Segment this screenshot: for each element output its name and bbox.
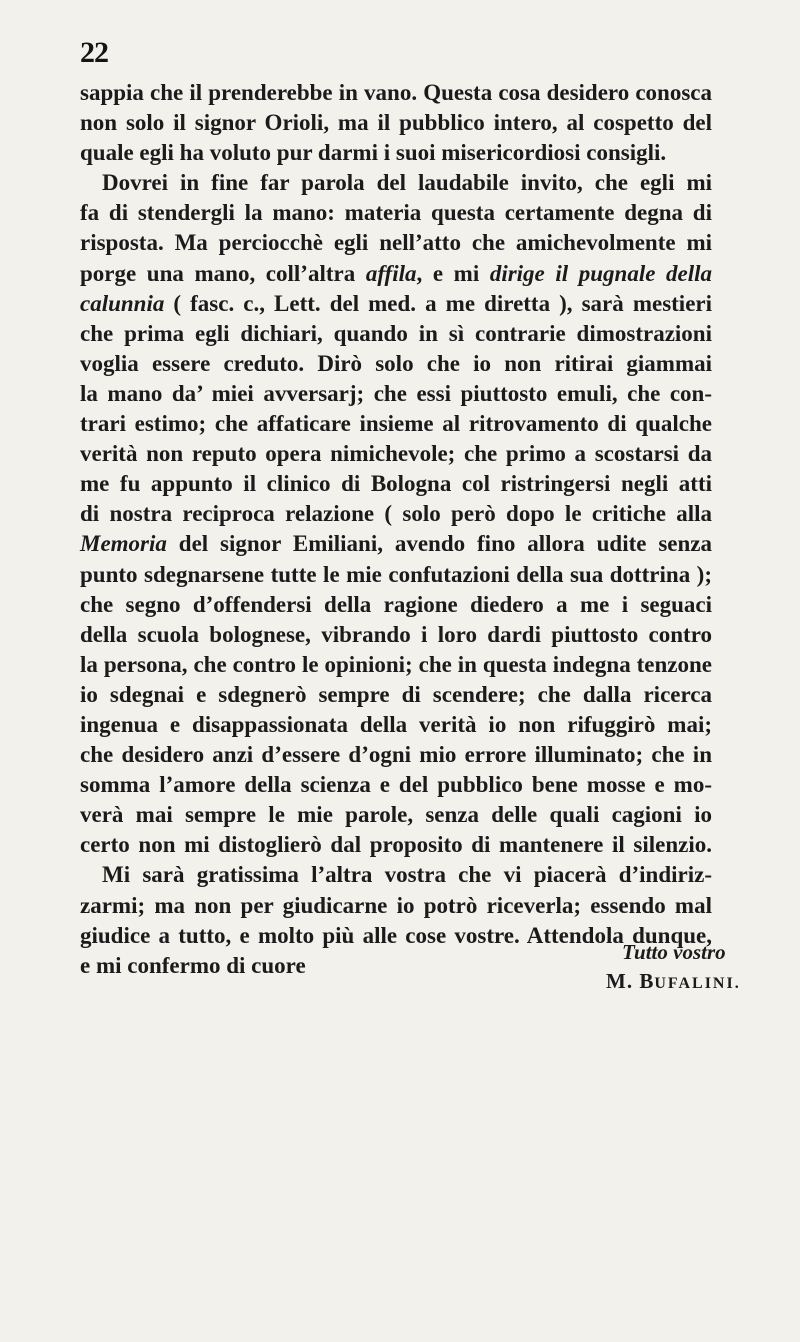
text-line: Dovrei in fine far parola del laudabile invito, che egli mi [102,170,712,196]
text-line: io sdegnai e sdegnerò sempre di scendere; che dalla ricerca [80,681,712,707]
italic-run: affila [365,260,417,286]
text-line: della scuola bolognese, vibrando i loro dardi piuttosto contro [80,621,712,647]
text-line: di nostra reciproca relazione ( solo però dopo le critiche alla [80,501,712,527]
text-line: sappia che il prenderebbe in vano. Questa cosa desidero conosca [80,80,712,105]
text-line: fa di stendergli la mano: materia questa certamente degna di [80,200,712,226]
text-line: verità non reputo opera nimichevole; che primo a scostarsi da [80,441,712,467]
text-line: ingenua e disappassionata della verità io non rifuggirò mai; [80,711,712,737]
text-line: risposta. Ma perciocchè egli nell’atto che amichevolmente mi [80,230,712,256]
signer-name [606,969,741,994]
signer-surname: UFALINI. [654,975,741,992]
text-line [80,529,712,559]
text-run: del signor Emiliani, avendo fino allora udite senza [166,531,712,557]
signature-block [0,940,800,1020]
text-line: me fu appunto il clinico di Bologna col ristringersi negli atti [80,471,712,497]
text-line: la persona, che contro le opinioni; che in questa indegna tenzone [80,651,712,677]
text-line: la mano da’ miei avversarj; che essi piuttosto emuli, che con- [80,380,712,406]
italic-run: dirige il pugnale della [489,260,713,286]
closing-line: Tutto vostro [622,940,726,964]
text-line: e mi confermo di cuore [80,952,306,978]
text-line: non solo il signor Orioli, ma il pubblico intero, al cospetto del [80,110,712,136]
text-line: verà mai sempre le mie parole, senza delle quali cagioni io [80,802,712,828]
text-run: , e mi [416,260,490,286]
text-line [80,259,712,289]
text-line: punto sdegnarsene tutte le mie confutazioni della sua dottrina ); [80,561,712,587]
signer-initial: M. B [606,969,655,993]
text-line: somma l’amore della scienza e del pubblico bene mosse e mo- [80,772,712,798]
text-line [80,289,712,319]
text-line: quale egli ha voluto pur darmi i suoi misericordiosi consigli. [80,140,667,166]
text-line: voglia essere creduto. Dirò solo che io non ritirai giammai [80,350,712,376]
text-line: certo non mi distoglierò dal proposito di mantenere il silenzio. [80,832,712,858]
text-line: trari estimo; che affaticare insieme al ritrovamento di qualche [80,411,712,437]
body-text [80,78,712,981]
text-line: giudice a tutto, e molto più alle cose vostre. Attendola dunque, [80,922,712,948]
text-run: porge una mano, coll’altra [80,260,366,286]
text-run: ( fasc. c., Lett. del med. a me diretta ), sarà mestieri [164,290,712,316]
italic-run: calunnia [80,290,165,316]
text-line: zarmi; ma non per giudicarne io potrò riceverla; essendo mal [80,892,712,918]
text-line: Mi sarà gratissima l’altra vostra che vi piacerà d’indiriz- [102,862,712,888]
text-line: che desidero anzi d’essere d’ogni mio errore illuminato; che in [80,742,712,768]
page-number: 22 [80,36,108,69]
text-line: che segno d’offendersi della ragione diedero a me i seguaci [80,591,712,617]
italic-run: Memoria [80,531,167,557]
text-line: che prima egli dichiari, quando in sì contrarie dimostrazioni [80,320,712,346]
